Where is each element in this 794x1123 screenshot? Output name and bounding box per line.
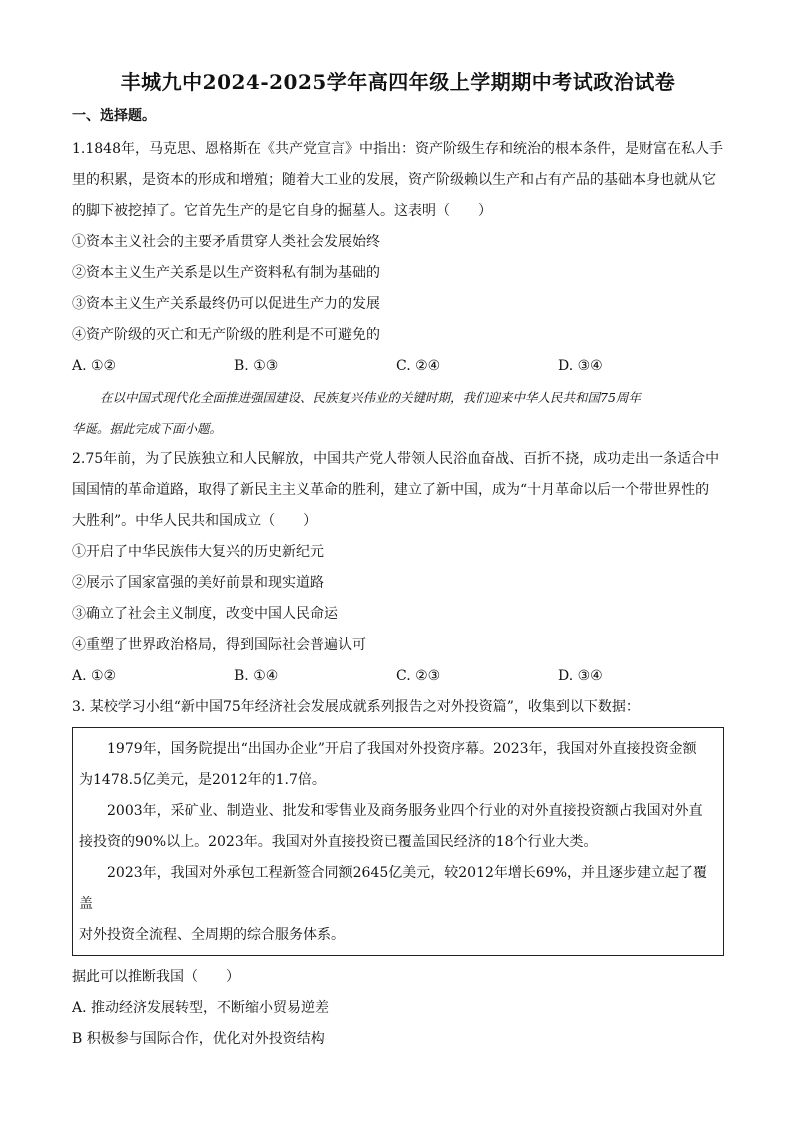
q2-choice-a: A. ①② [72,668,117,684]
q3-option-a: A. 推动经济发展转型，不断缩小贸易逆差 [72,1000,330,1016]
q3-box-p2-line-2: 接投资的90%以上。2023年。我国对外直接投资已覆盖国民经济的18个行业大类。 [79,834,598,850]
q1-stem-line-1: 1.1848年，马克思、恩格斯在《共产党宣言》中指出：资产阶级生存和统治的根本条件，是财富在私人手 [72,141,723,157]
q1-stem-line-3: 的脚下被挖掉了。它首先生产的是它自身的掘墓人。这表明（ ） [72,203,492,219]
question-3 [72,692,724,1055]
q1-stem-line-2: 里的积累，是资本的形成和增殖；随着大工业的发展，资产阶级赖以生产和占有产品的基础本身也就从它 [72,172,716,188]
q2-statement-4: ④重塑了世界政治格局，得到国际社会普遍认可 [72,637,366,653]
q3-material-box [72,727,724,956]
q3-box-p3-line-1: 2023年，我国对外承包工程新签合同额2645亿美元，较2012年增长69%，并且逐步建立起了覆盖 [79,865,708,912]
q3-stem: 3. 某校学习小组“新中国75年经济社会发展成就系列报告之对外投资篇”，收集到以下数据： [72,699,640,715]
exam-page [72,66,724,1055]
intro-line-2: 华诞。据此完成下面小题。 [72,421,223,436]
q3-box-p3-line-2: 对外投资全流程、全周期的综合服务体系。 [79,927,345,943]
q2-choice-b: B. ①④ [234,668,279,684]
page-title: 丰城九中2024-2025学年高四年级上学期期中考试政治试卷 [120,70,676,94]
q2-choices [72,661,724,692]
q2-choice-d: D. ③④ [558,668,603,684]
q2-stem-line-1: 2.75年前，为了民族独立和人民解放，中国共产党人带领人民浴血奋战、百折不挠，成功走出一条适合中 [72,451,720,467]
q3-box-p2-line-1: 2003年，采矿业、制造业、批发和零售业及商务服务业四个行业的对外直接投资额占我国对外直 [107,803,703,819]
q3-box-p1-line-2: 为1478.5亿美元，是2012年的1.7倍。 [79,772,326,788]
q3-option-b: B 积极参与国际合作，优化对外投资结构 [72,1031,325,1047]
q1-choice-a: A. ①② [72,358,117,374]
q2-statement-3: ③确立了社会主义制度，改变中国人民命运 [72,606,338,622]
q1-choice-d: D. ③④ [558,358,603,374]
q1-choice-b: B. ①③ [234,358,279,374]
q1-choices [72,351,724,382]
q1-choice-c: C. ②④ [396,358,441,374]
q1-statement-3: ③资本主义生产关系最终仍可以促进生产力的发展 [72,296,380,312]
q1-statement-4: ④资产阶级的灭亡和无产阶级的胜利是不可避免的 [72,327,380,343]
q2-statement-1: ①开启了中华民族伟大复兴的历史新纪元 [72,544,324,560]
question-2 [72,444,724,692]
q1-statement-2: ②资本主义生产关系是以生产资料私有制为基础的 [72,265,380,281]
question-1 [72,134,724,382]
q3-question: 据此可以推断我国（ ） [72,969,240,985]
q2-stem-line-3: 大胜利”。中华人民共和国成立（ ） [72,513,318,529]
question-group-intro [72,382,724,444]
q3-box-p1-line-1: 1979年，国务院提出“出国办企业”开启了我国对外投资序幕。2023年，我国对外直接投资金额 [107,741,697,757]
q2-stem-line-2: 国国情的革命道路，取得了新民主主义革命的胜利，建立了新中国，成为“十月革命以后一个带世界性的 [72,482,710,498]
q1-statement-1: ①资本主义社会的主要矛盾贯穿人类社会发展始终 [72,234,380,250]
q2-statement-2: ②展示了国家富强的美好前景和现实道路 [72,575,324,591]
q2-choice-c: C. ②③ [396,668,441,684]
intro-line-1: 在以中国式现代化全面推进强国建设、民族复兴伟业的关键时期，我们迎来中华人民共和国75周年 [100,390,641,405]
section-heading: 一、选择题。 [72,108,156,124]
